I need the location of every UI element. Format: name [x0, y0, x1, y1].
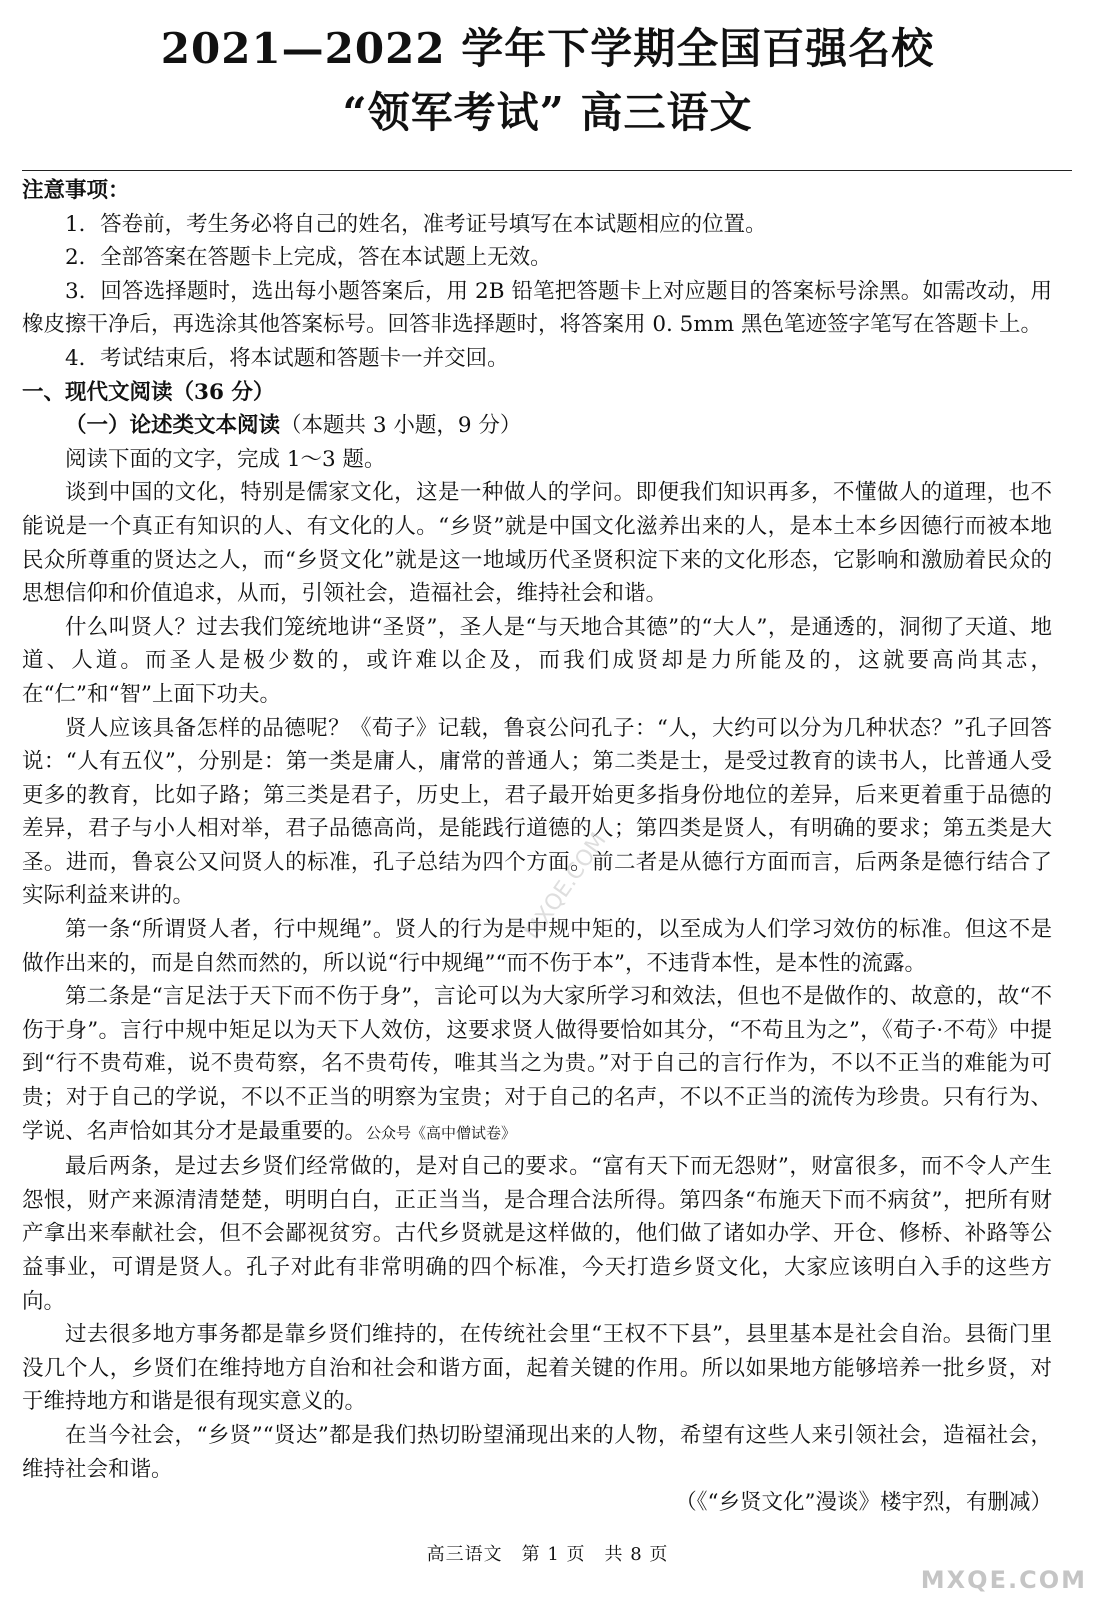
watermark-text: MXQE.COM	[520, 828, 612, 945]
paragraph-7: 过去很多地方事务都是靠乡贤们维持的，在传统社会里“王权不下县”，县里基本是社会自治。县衙门里没几个人，乡贤们在维持地方自治和社会和谐方面，起着关键的作用。所以如果地方能够培养一批乡贤，对于维持地方和谐是很有现实意义的。	[22, 1322, 1052, 1415]
paragraph-5-text: 第二条是“言足法于天下而不伤于身”，言论可以为大家所学习和效法，但也不是做作的、故意的，故“不伤于身”。言行中规中矩足以为天下人效仿，这要求贤人做得要恰如其分，“不苟且为之”，《荀子·不苟》中提到“行不贵苟难，说不贵苟察，名不贵苟传，唯其当之为贵。”对于自己的言行作为，不以不正当的难能为可贵；对于自己的学说，不以不正当的明察为宝贵；对于自己的名声，不以不正当的流传为珍贵。只有行为、学说、名声恰如其分才是最重要的。	[22, 984, 1052, 1144]
paragraph-2: 什么叫贤人？过去我们笼统地讲“圣贤”，圣人是“与天地合其德”的“大人”，是通透的，洞彻了天道、地道、人道。而圣人是极少数的，或许难以企及，而我们成贤却是力所能及的，这就要高尚其志，在“仁”和“智”上面下功夫。	[22, 614, 1052, 707]
paragraph-4: 第一条“所谓贤人者，行中规绳”。贤人的行为是中规中矩的，以至成为人们学习效仿的标准。但这不是做作出来的，而是自然而然的，所以说“行中规绳”“而不伤于本”，不违背本性，是本性的流露。	[22, 917, 1052, 976]
notice-item-1: 1．答卷前，考生务必将自己的姓名，准考证号填写在本试题相应的位置。	[65, 211, 767, 237]
page-footer: 高三语文 第 1 页 共 8 页	[426, 1544, 669, 1565]
source-citation: （《“乡贤文化”漫谈》楼宇烈，有删减）	[675, 1490, 1052, 1516]
subsection-heading	[22, 409, 1052, 443]
section-heading: 一、现代文阅读（36 分）	[22, 379, 275, 405]
paragraph-8: 在当今社会，“乡贤”“贤达”都是我们热切盼望涌现出来的人物，希望有这些人来引领社会，造福社会，维持社会和谐。	[22, 1422, 1052, 1482]
paragraph-6: 最后两条，是过去乡贤们经常做的，是对自己的要求。“富有天下而无怨财”，财富很多，而不令人产生怨恨，财产来源清清楚楚，明明白白，正正当当，是合理合法所得。第四条“布施天下而不病贫”，把所有财产拿出来奉献社会，但不会鄙视贫穷。古代乡贤就是这样做的，他们做了诸如办学、开仓、修桥、补路等公益事业，可谓是贤人。孔子对此有非常明确的四个标准，今天打造乡贤文化，大家应该明白入手的这些方向。	[22, 1154, 1052, 1314]
document-body	[22, 174, 1052, 1520]
site-logo-watermark: MXQE.COM	[920, 1566, 1087, 1594]
notice-item-4: 4．考试结束后，将本试题和答题卡一并交回。	[65, 345, 509, 371]
inline-mark: 公众号《高中僧试卷》	[366, 1123, 517, 1142]
subsection-title: （一）论述类文本阅读	[65, 413, 281, 439]
paragraph-3: 贤人应该具备怎样的品德呢？《荀子》记载，鲁哀公问孔子：“人，大约可以分为几种状态？”孔子回答说：“人有五仪”，分别是：第一类是庸人，庸常的普通人；第二类是士，是受过教育的读书人，比普通人受更多的教育，比如子路；第三类是君子，历史上，君子最开始更多指身份地位的差异，后来更着重于品德的差异，君子与小人相对举，君子品德高尚，是能践行道德的人；第四类是贤人，有明确的要求；第五类是大圣。进而，鲁哀公又问贤人的标准，孔子总结为四个方面。前二者是从德行方面而言，后两条是德行结合了实际利益来讲的。	[22, 715, 1052, 909]
notice-item-2: 2．全部答案在答题卡上完成，答在本试题上无效。	[65, 245, 552, 271]
paragraph-5	[22, 980, 1052, 1150]
exam-title-line2: “领军考试” 高三语文	[342, 88, 753, 137]
header-divider	[22, 170, 1072, 171]
paragraph-1: 谈到中国的文化，特别是儒家文化，这是一种做人的学问。即便我们知识再多，不懂做人的道理，也不能说是一个真正有知识的人、有文化的人。“乡贤”就是中国文化滋养出来的人，是本土本乡因德行而被本地民众所尊重的贤达之人，而“乡贤文化”就是这一地域历代圣贤积淀下来的文化形态，它影响和激励着民众的思想信仰和价值追求，从而，引领社会，造福社会，维持社会和谐。	[22, 480, 1052, 607]
notice-item-3: 3．回答选择题时，选出每小题答案后，用 2B 铅笔把答题卡上对应题目的答案标号涂黑。如需改动，用橡皮擦干净后，再选涂其他答案标号。回答非选择题时，将答案用 0. 5mm 黑色笔迹签字笔写在答题卡上。	[22, 278, 1052, 338]
subsection-note: （本题共 3 小题，9 分）	[280, 413, 522, 439]
notice-heading: 注意事项：	[22, 178, 130, 203]
reading-instruction: 阅读下面的文字，完成 1～3 题。	[65, 446, 386, 472]
exam-title-line1: 2021—2022 学年下学期全国百强名校	[160, 24, 935, 73]
